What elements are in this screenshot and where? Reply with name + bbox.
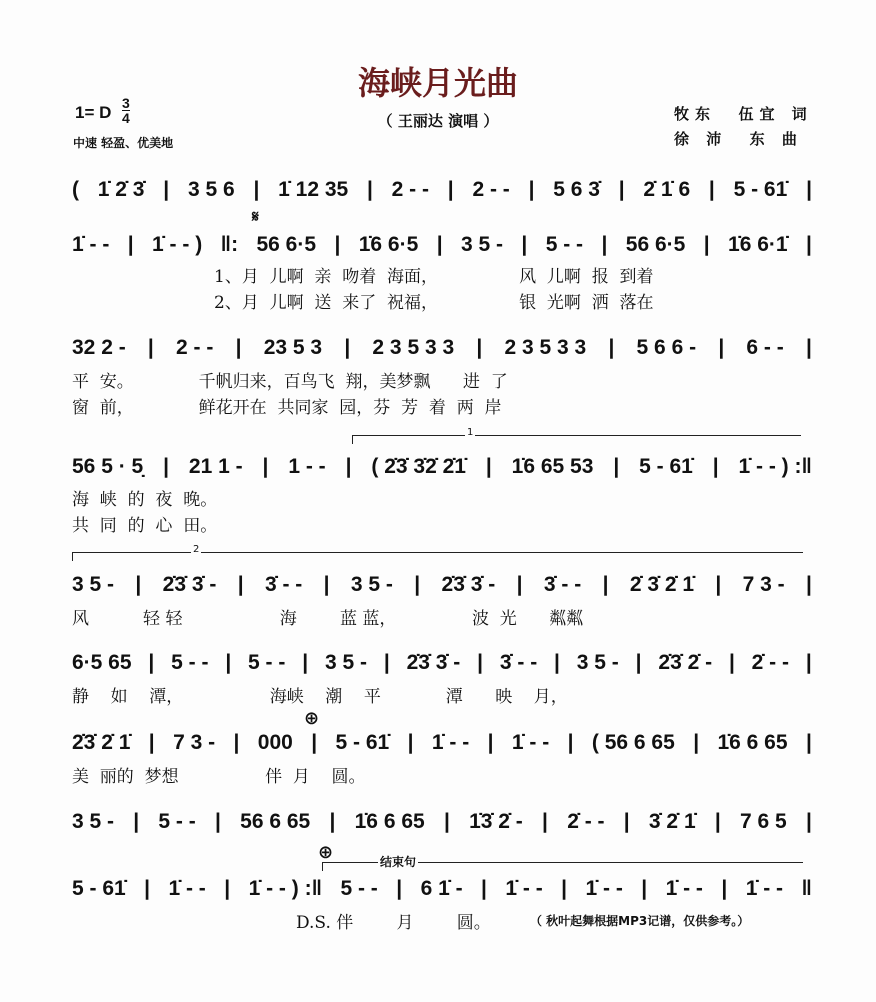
measure: 5 - - <box>158 810 196 833</box>
measure: 5 - - <box>171 651 209 674</box>
measure: 6 1̇ - <box>420 877 463 900</box>
barline: | <box>718 336 725 359</box>
volta-bracket-1 <box>352 427 801 444</box>
barline: | <box>561 877 568 900</box>
barline: | <box>215 810 221 833</box>
measure: 1̇6 6·5 <box>358 233 419 256</box>
notation-row <box>72 810 812 834</box>
notation-row <box>72 651 812 675</box>
notation-row <box>72 336 812 360</box>
measure: 2̇ - - <box>567 810 605 833</box>
tempo-marking: 中速 轻盈、优美地 <box>73 136 174 150</box>
measure: 1̇6 65 53 <box>511 455 594 478</box>
measure: 56 6 65 <box>240 810 311 833</box>
measure: 3 5 - <box>576 651 619 674</box>
barline: | <box>806 573 812 596</box>
measure: 2 - - <box>472 178 510 201</box>
barline: | <box>476 336 483 359</box>
measure: 21 1 - <box>188 455 243 478</box>
barline: | <box>613 455 620 478</box>
barline: | <box>148 731 155 754</box>
measure: 1̇ 2̇ 3̇ <box>97 178 145 201</box>
barline: | <box>635 651 642 674</box>
barline: | <box>383 651 390 674</box>
measure: 2 3 5 3 3 <box>504 336 587 359</box>
barline: ‖ <box>801 877 812 900</box>
measure: 23 5 3 <box>263 336 323 359</box>
barline: | <box>618 178 625 201</box>
measure: 56 6·5 <box>256 233 317 256</box>
lyric-line: 1、月 儿啊 亲 吻着 海面， 风 儿啊 报 到着 <box>214 267 654 287</box>
barline: | <box>805 233 812 256</box>
measure: 3 5 - <box>72 573 115 596</box>
barline: | <box>447 178 454 201</box>
measure: 3 5 - <box>324 651 367 674</box>
ending-label: 结束句 <box>380 855 417 869</box>
measure: ( 56 6 65 <box>591 731 675 754</box>
barline: | <box>554 651 560 674</box>
measure: 5 - 61̇ <box>733 178 788 201</box>
barline: | <box>148 651 155 674</box>
barline: | <box>602 573 609 596</box>
measure: 56 6·5 <box>625 233 686 256</box>
measure: 3̇ 2̇ 1̇ <box>648 810 696 833</box>
segno-icon: 𝄋 <box>252 207 259 226</box>
measure: 1̇ - - ) <box>152 233 203 256</box>
coda-icon: ⊕ <box>304 708 320 729</box>
barline: | <box>163 178 170 201</box>
barline: | <box>528 178 535 201</box>
measure: 32 2 - <box>72 336 126 359</box>
barline: | <box>641 877 648 900</box>
barline: | <box>163 455 170 478</box>
barline: | <box>443 810 450 833</box>
notation-row <box>72 877 812 901</box>
barline: | <box>721 877 728 900</box>
measure: 2̇ 3̇ 2̇ 1̇ <box>629 573 695 596</box>
measure: 6·5 65 <box>72 651 132 674</box>
lyricist: 牧东 伍宜 词 <box>674 105 813 123</box>
barline: | <box>708 178 715 201</box>
barline: | <box>233 731 240 754</box>
barline: | <box>715 573 722 596</box>
measure: ( 2̇3̇ 3̇2̇ 2̇1̇ <box>371 455 466 478</box>
barline: | <box>521 233 528 256</box>
barline: | <box>311 731 318 754</box>
barline: | <box>567 731 574 754</box>
lyric-line: 美 丽的 梦想 伴 月 圆。 <box>72 767 366 787</box>
lyric-line: D.S. 伴 月 圆。 <box>296 913 491 933</box>
barline: | <box>487 731 494 754</box>
barline: | <box>224 877 231 900</box>
measure: 6 - - <box>746 336 784 359</box>
measure: 1̇ - - <box>505 877 543 900</box>
barline: | <box>127 233 134 256</box>
barline: | <box>344 336 351 359</box>
barline: | <box>237 573 244 596</box>
lyric-line: 静 如 潭， 海峡 潮 平 潭 映 月， <box>72 687 568 707</box>
barline: | <box>481 877 487 900</box>
volta-number: 1 <box>467 427 474 438</box>
barline: | <box>407 731 414 754</box>
measure: 3 5 - <box>460 233 504 256</box>
measure: 1̇6 6·1̇ <box>728 233 788 256</box>
barline: | <box>329 810 336 833</box>
measure: 000 <box>257 731 293 754</box>
measure: 2̇3̇ 2̇ 1̇ <box>72 731 131 754</box>
barline: ‖: <box>220 233 239 256</box>
measure: 3̇ - - <box>499 651 538 674</box>
measure: 2 - - <box>176 336 214 359</box>
measure: 1̇ - - <box>745 877 784 900</box>
barline: | <box>516 573 523 596</box>
barline: | <box>477 651 484 674</box>
coda-icon: ⊕ <box>318 842 334 863</box>
barline: | <box>302 651 309 674</box>
lyric-line: 共 同 的 心 田。 <box>72 516 218 536</box>
barline: | <box>693 731 700 754</box>
barline: | <box>712 455 719 478</box>
singer: （ 王丽达 演唱 ） <box>377 112 499 130</box>
barline: | <box>805 336 812 359</box>
barline: | <box>396 877 403 900</box>
barline: | <box>366 178 373 201</box>
measure: 1̇6 6 65 <box>717 731 788 754</box>
measure: 1̇ - - <box>431 731 470 754</box>
measure: 2̇3̇ 3̇ - <box>441 573 496 596</box>
barline: | <box>728 651 735 674</box>
transcription-note: （ 秋叶起舞根据MP3记谱，仅供参考。） <box>530 914 750 928</box>
volta-number: 2 <box>193 544 200 555</box>
measure: 2̇ - - <box>751 651 790 674</box>
measure: 7 3 - <box>742 573 785 596</box>
key-signature: 1= D <box>75 103 112 122</box>
measure: 2̇ 1̇ 6 <box>643 178 691 201</box>
measure: 5 - 61̇ <box>72 877 126 900</box>
barline: | <box>345 455 352 478</box>
measure: ( <box>72 178 79 201</box>
measure: 5 - - <box>340 877 378 900</box>
barline: | <box>253 178 260 201</box>
lyric-line: 海 峡 的 夜 晚。 <box>72 490 218 510</box>
notation-row <box>72 178 812 202</box>
measure: 2̇3̇ 3̇ - <box>162 573 217 596</box>
measure: 56 5 · 5̣ <box>72 455 144 478</box>
barline: | <box>806 178 812 201</box>
measure: 1̇ - - <box>72 233 110 256</box>
measure: 2̇3̇ 2̇ - <box>658 651 713 674</box>
measure: 1̇ - - <box>511 731 550 754</box>
barline: | <box>485 455 492 478</box>
meter-top: 3 <box>122 95 130 111</box>
measure: 3 5 - <box>72 810 115 833</box>
measure: 2 3 5 3 3 <box>372 336 455 359</box>
measure: 1̇ - - ) :‖ <box>248 877 323 900</box>
measure: 3 5 6 <box>187 178 235 201</box>
volta-bracket-2 <box>72 544 803 561</box>
notation-row <box>72 455 812 479</box>
barline: | <box>703 233 710 256</box>
measure: 1 - - <box>288 455 326 478</box>
barline: | <box>805 651 812 674</box>
barline: | <box>133 810 140 833</box>
barline: | <box>714 810 721 833</box>
barline: | <box>262 455 269 478</box>
lyric-line: 2、月 儿啊 送 来了 祝福， 银 光啊 洒 落在 <box>214 293 654 313</box>
barline: | <box>608 336 615 359</box>
measure: 1̇ 12 35 <box>278 178 349 201</box>
measure: 5 6 6 - <box>636 336 697 359</box>
barline: | <box>806 810 812 833</box>
meter-bottom: 4 <box>122 110 130 126</box>
barline: | <box>147 336 154 359</box>
measure: 1̇6 6 65 <box>354 810 425 833</box>
measure: 7 6 5 <box>740 810 787 833</box>
barline: | <box>235 336 242 359</box>
lyric-line: 平 安。 千帆归来，百鸟飞 翔，美梦飘 进 了 <box>72 372 508 392</box>
measure: 2̇3̇ 3̇ - <box>406 651 461 674</box>
measure: 5 - 61̇ <box>639 455 693 478</box>
notation-row <box>72 233 812 257</box>
ending-bracket <box>322 855 803 871</box>
barline: | <box>323 573 330 596</box>
measure: 3̇ - - <box>543 573 582 596</box>
measure: 5 - - <box>545 233 584 256</box>
measure: 5 - - <box>248 651 286 674</box>
notation-row <box>72 573 812 597</box>
measure: 2 - - <box>391 178 429 201</box>
measure: 1̇ - - ) :‖ <box>738 455 812 478</box>
lyric-line: 风 轻 轻 海 蓝 蓝， 波 光 粼粼 <box>72 609 584 629</box>
barline: | <box>135 573 142 596</box>
barline: | <box>805 731 812 754</box>
measure: 1̇ - - <box>585 877 623 900</box>
measure: 5 - 61̇ <box>335 731 390 754</box>
measure: 1̇3̇ 2̇ - <box>469 810 523 833</box>
measure: 3 5 - <box>350 573 393 596</box>
barline: | <box>414 573 421 596</box>
composer: 徐 沛 东 曲 <box>674 130 803 148</box>
measure: 1̇ - - <box>168 877 206 900</box>
lyric-line: 窗 前， 鲜花开在 共同家 园，芬 芳 着 两 岸 <box>72 398 502 418</box>
measure: 5 6 3̇ <box>553 178 600 201</box>
barline: | <box>601 233 608 256</box>
barline: | <box>623 810 630 833</box>
barline: | <box>334 233 341 256</box>
notation-row <box>72 731 812 755</box>
measure: 1̇ - - <box>665 877 703 900</box>
measure: 3̇ - - <box>264 573 303 596</box>
time-signature <box>122 96 130 125</box>
song-title: 海峡月光曲 <box>357 64 518 102</box>
barline: | <box>542 810 548 833</box>
barline: | <box>144 877 151 900</box>
measure: 7 3 - <box>173 731 216 754</box>
barline: | <box>225 651 232 674</box>
barline: | <box>436 233 443 256</box>
